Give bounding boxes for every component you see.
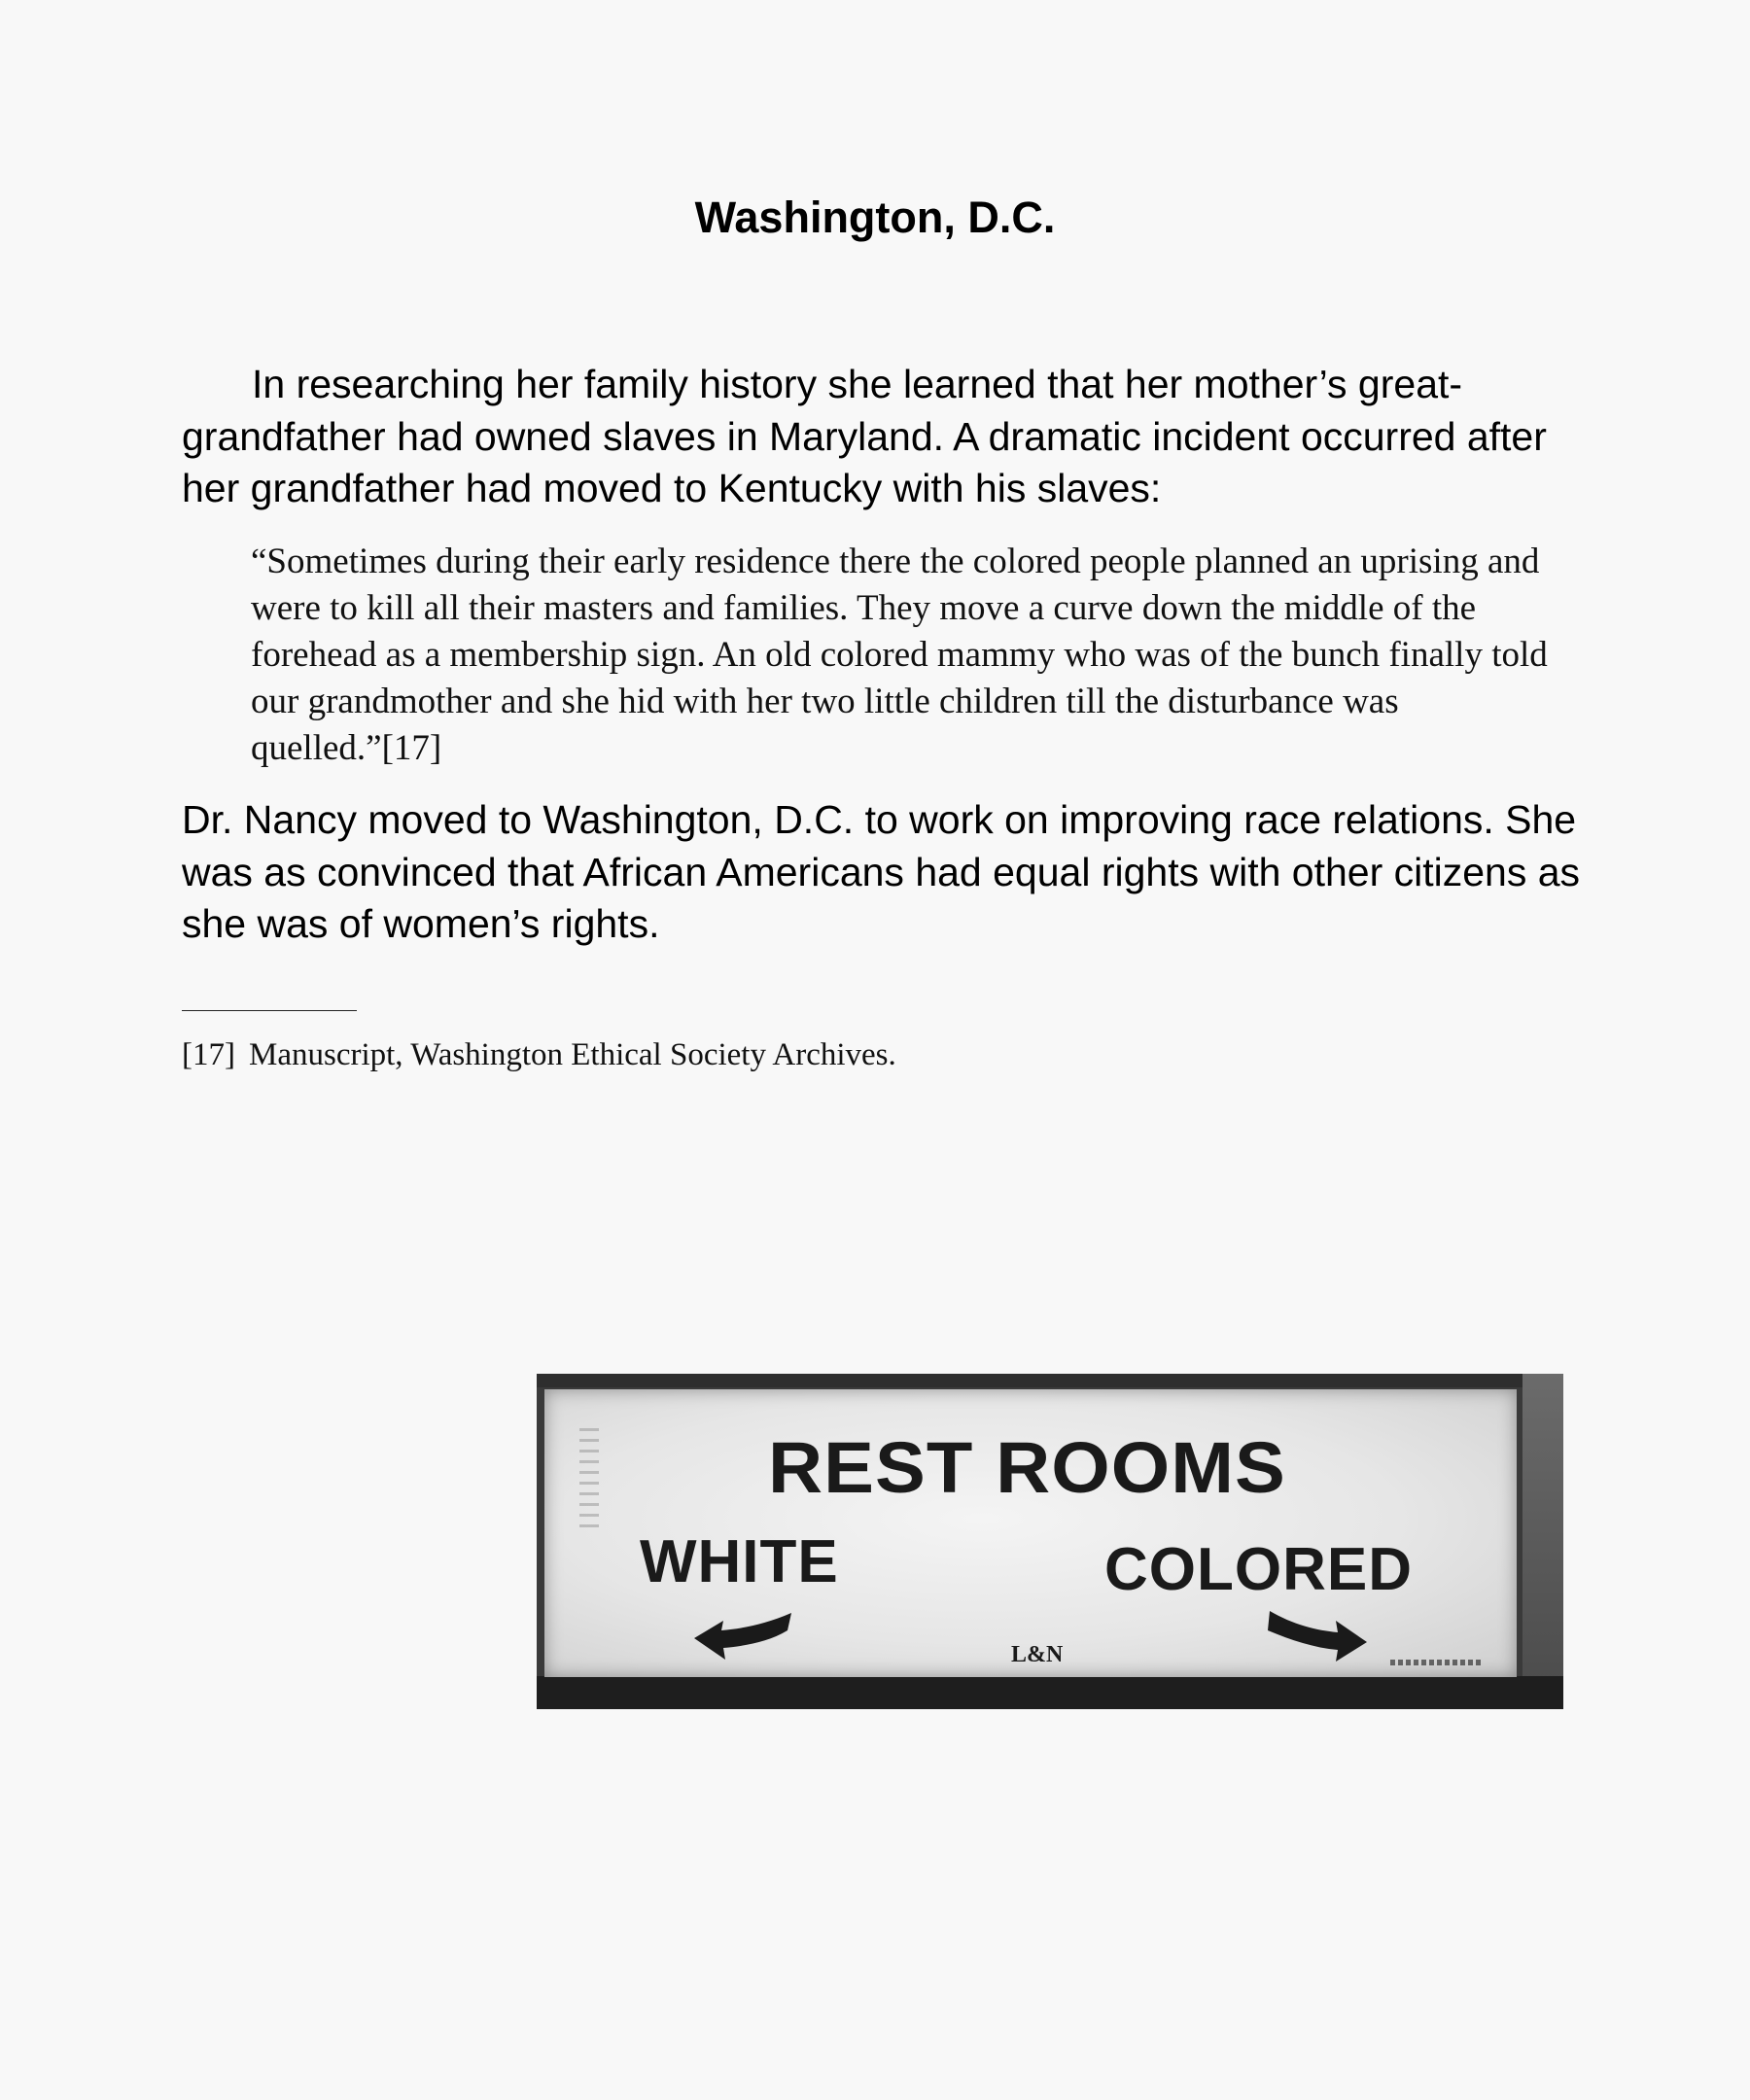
sign-right-label: COLORED [1104,1536,1413,1603]
sign-title: REST ROOMS [768,1427,1286,1508]
sign-fine-print [1390,1660,1484,1665]
body-paragraph-1: In researching her family history she learned that her mother’s great-grandfather had owned slaves in Maryland. A dramatic incident occurred after her grandfather had moved to Kentucky with his slaves: [182,362,1547,510]
page-title: Washington, D.C. [694,192,1056,242]
footnote-marker: [17] [182,1037,235,1072]
arrow-right-icon [1264,1605,1371,1663]
footnote-divider [182,1010,357,1011]
arrow-left-icon [690,1605,797,1660]
body-paragraph-2: Dr. Nancy moved to Washington, D.C. to work on improving race relations. She was as convinced that African Americans had equal rights with other citizens as she was of women’s rights. [182,797,1581,946]
block-quote: “Sometimes during their early residence there the colored people planned an uprising and were to kill all their masters and families. They move a curve down the middle of the forehead as a membership sign. An old colored mammy who was of the bunch finally told our grandmother and she hid with her two little children till the disturbance was quelled.”[17] [251,542,1548,768]
restroom-sign [544,1389,1517,1677]
photo-wall-top [537,1374,1563,1387]
restroom-sign-photo [537,1374,1563,1709]
sign-left-label: WHITE [640,1528,839,1595]
photo-wall-bottom [537,1676,1563,1709]
sign-speckle [579,1428,599,1535]
sign-mark: L&N [1011,1642,1064,1667]
footnote [182,1034,1543,1075]
footnote-text: Manuscript, Washington Ethical Society Archives. [248,1037,896,1072]
photo-wall-right [1522,1374,1563,1709]
